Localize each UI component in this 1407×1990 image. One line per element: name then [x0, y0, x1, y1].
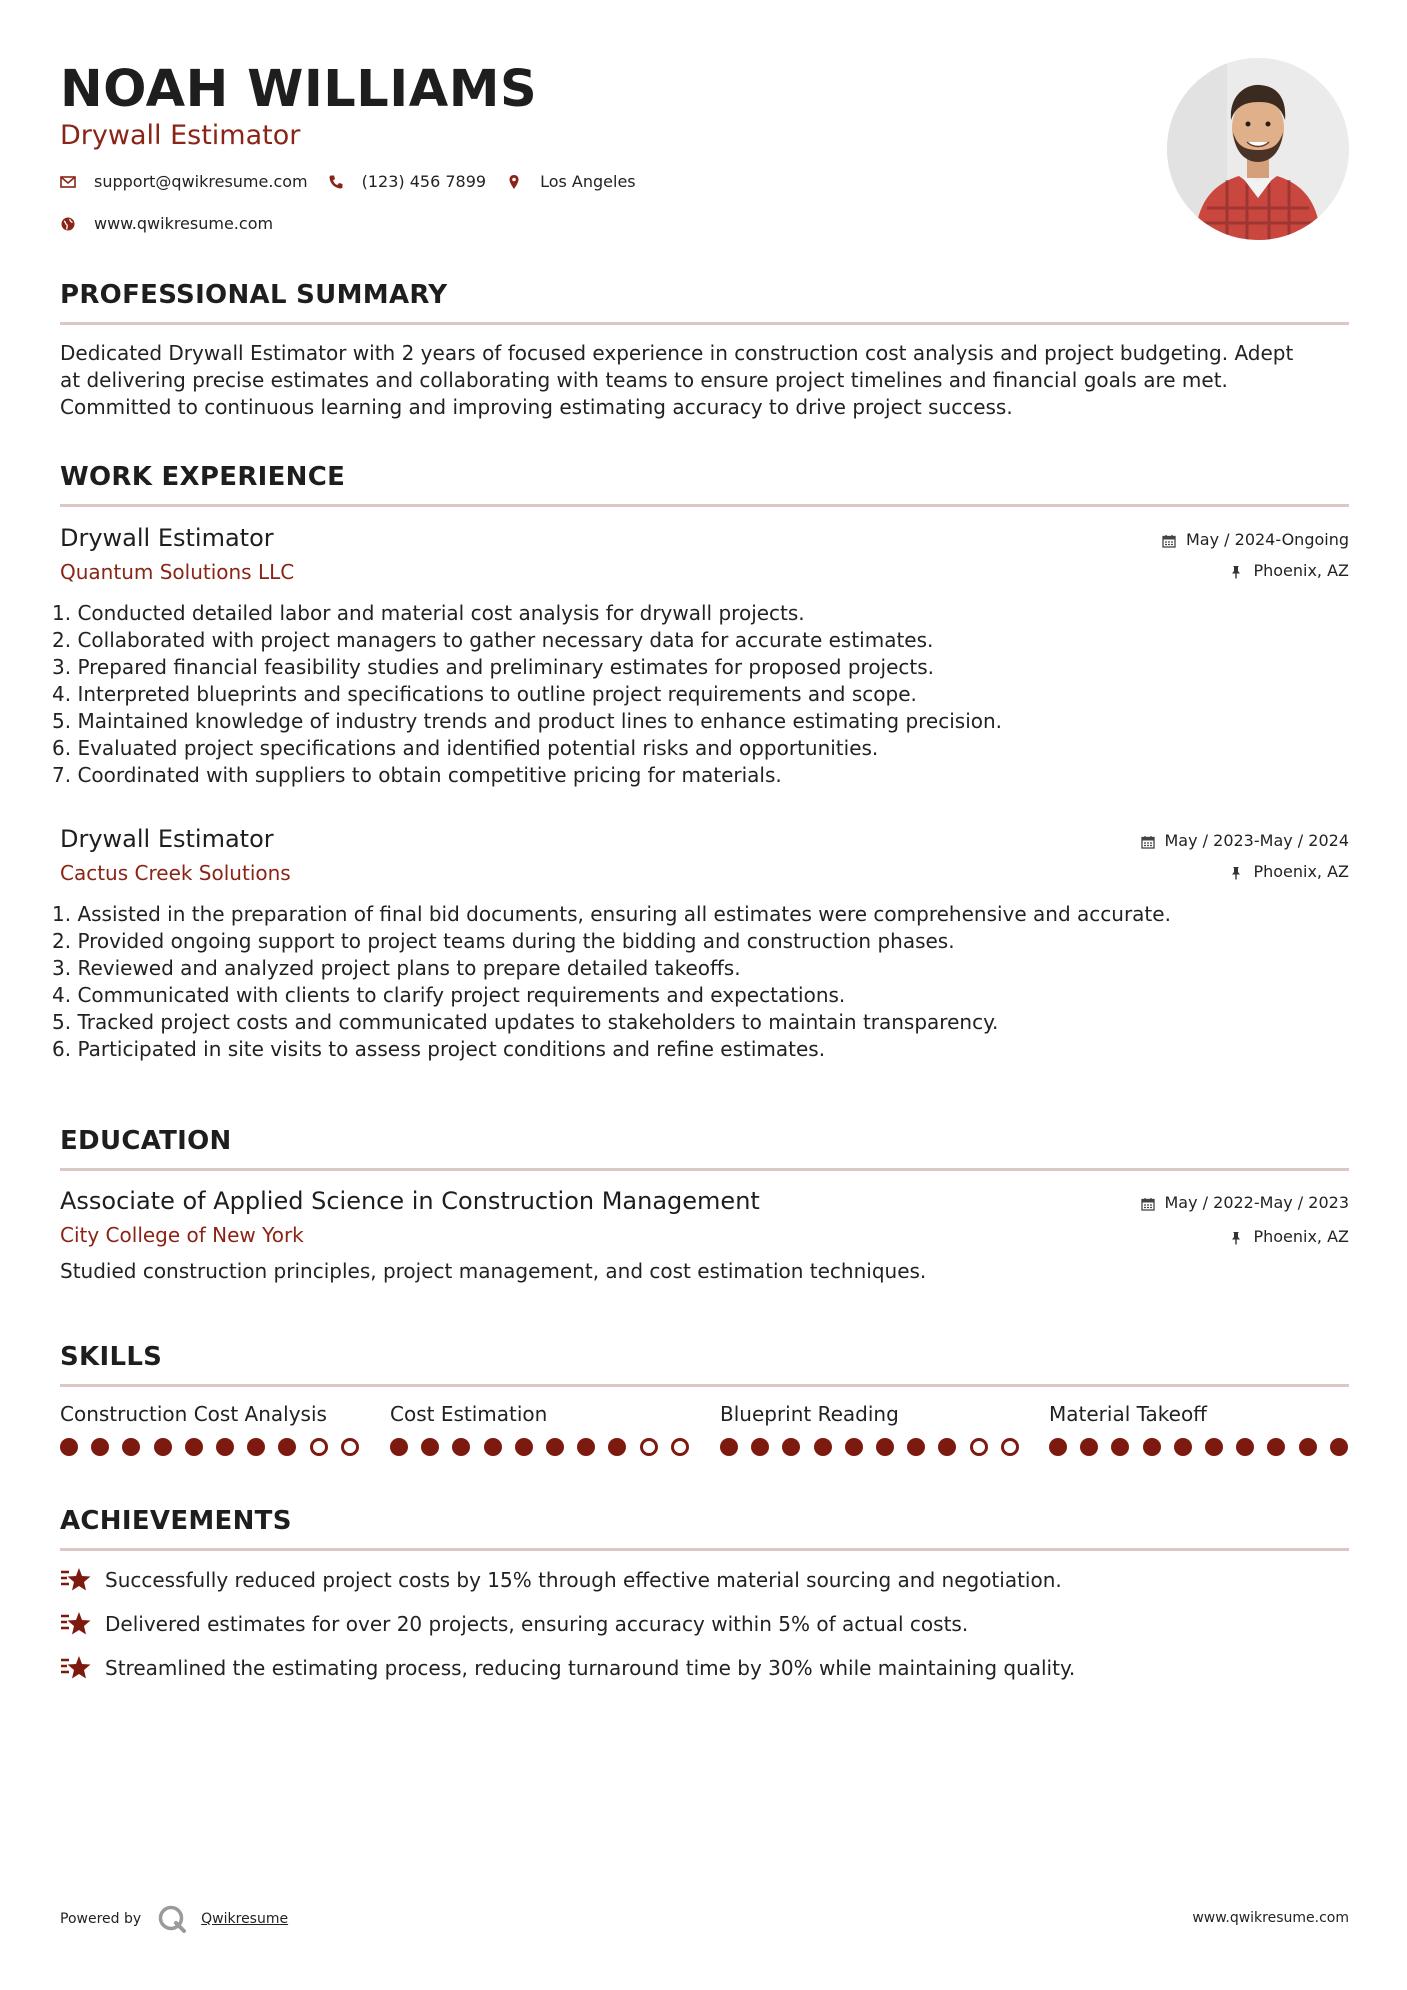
star-icon	[60, 1610, 92, 1638]
section-divider	[60, 1168, 1349, 1171]
achievements-title: ACHIEVEMENTS	[60, 1506, 292, 1536]
rating-dot-filled	[1143, 1438, 1161, 1456]
section-divider	[60, 1548, 1349, 1551]
job-location-text: Phoenix, AZ	[1253, 561, 1349, 580]
job-location-text: Phoenix, AZ	[1253, 862, 1349, 881]
achievement-item	[60, 1610, 968, 1638]
globe-icon	[60, 216, 76, 232]
powered-by-label: Powered by	[60, 1911, 142, 1927]
pushpin-icon	[1229, 564, 1243, 578]
summary-text	[60, 340, 1349, 421]
job-company: Cactus Creek Solutions	[60, 861, 291, 885]
achievement-text: Successfully reduced project costs by 15% through effective material sourcing and negotiation.	[105, 1568, 1062, 1592]
phone-item[interactable]	[328, 172, 486, 191]
website-item[interactable]	[60, 214, 273, 233]
job-entry	[52, 522, 1349, 792]
school-name: City College of New York	[60, 1223, 304, 1247]
rating-dot-filled	[1267, 1438, 1285, 1456]
envelope-icon	[60, 174, 76, 190]
list-item: 6. Participated in site visits to assess project conditions and refine estimates.	[52, 1037, 826, 1061]
education-date	[1141, 1193, 1350, 1212]
qwikresume-logo-icon	[157, 1904, 187, 1934]
candidate-name: NOAH WILLIAMS	[60, 60, 538, 119]
rating-dot-filled	[814, 1438, 832, 1456]
rating-dot-filled	[876, 1438, 894, 1456]
profile-photo	[1167, 58, 1349, 240]
list-item: 4. Communicated with clients to clarify project requirements and expectations.	[52, 983, 846, 1007]
skill-name: Blueprint Reading	[720, 1402, 899, 1426]
list-item: 3. Reviewed and analyzed project plans to prepare detailed takeoffs.	[52, 956, 741, 980]
job-title: Drywall Estimator	[60, 825, 274, 853]
email-text: support@qwikresume.com	[94, 172, 308, 191]
rating-dot-empty	[1001, 1438, 1019, 1456]
skill-rating	[390, 1438, 690, 1458]
rating-dot-empty	[970, 1438, 988, 1456]
rating-dot-filled	[1299, 1438, 1317, 1456]
summary-line: at delivering precise estimates and collaborating with teams to ensure project timelines and financial goals are met.	[60, 368, 1228, 392]
rating-dot-filled	[390, 1438, 408, 1456]
star-icon	[60, 1654, 92, 1682]
rating-dot-empty	[310, 1438, 328, 1456]
education-location-text: Phoenix, AZ	[1253, 1227, 1349, 1246]
rating-dot-filled	[577, 1438, 595, 1456]
summary-line: Dedicated Drywall Estimator with 2 years of focused experience in construction cost analysis and project budgeting. Adept	[60, 341, 1294, 365]
education-description: Studied construction principles, project management, and cost estimation techniques.	[60, 1259, 927, 1283]
rating-dot-filled	[845, 1438, 863, 1456]
list-item: 2. Collaborated with project managers to gather necessary data for accurate estimates.	[52, 628, 934, 652]
degree-title: Associate of Applied Science in Construction Management	[60, 1187, 760, 1215]
rating-dot-filled	[60, 1438, 78, 1456]
calendar-icon	[1141, 1196, 1155, 1210]
skills-section	[60, 1340, 1349, 1480]
candidate-role: Drywall Estimator	[60, 120, 301, 151]
achievement-item	[60, 1566, 1062, 1594]
skill-rating	[720, 1438, 1020, 1458]
location-text: Los Angeles	[540, 172, 636, 191]
powered-by	[60, 1904, 288, 1934]
job-entry	[52, 823, 1349, 1073]
map-pin-icon	[506, 174, 522, 190]
list-item: 5. Tracked project costs and communicated updates to stakeholders to maintain transparency.	[52, 1010, 999, 1034]
education-location	[1229, 1227, 1349, 1246]
rating-dot-empty	[640, 1438, 658, 1456]
achievement-item	[60, 1654, 1075, 1682]
list-item: 2. Provided ongoing support to project teams during the bidding and construction phases.	[52, 929, 955, 953]
pushpin-icon	[1229, 865, 1243, 879]
achievement-text: Streamlined the estimating process, reducing turnaround time by 30% while maintaining quality.	[105, 1656, 1076, 1680]
list-item: 3. Prepared financial feasibility studies and preliminary estimates for proposed projects.	[52, 655, 935, 679]
skills-title: SKILLS	[60, 1342, 163, 1372]
job-title: Drywall Estimator	[60, 524, 274, 552]
rating-dot-filled	[185, 1438, 203, 1456]
header	[60, 0, 1349, 240]
job-bullets	[52, 901, 1171, 1063]
job-location	[1229, 561, 1349, 580]
section-divider	[60, 322, 1349, 325]
email-item[interactable]	[60, 172, 308, 191]
job-date	[1141, 831, 1350, 850]
list-item: 6. Evaluated project specifications and identified potential risks and opportunities.	[52, 736, 879, 760]
location-item	[506, 172, 636, 191]
contact-row-website	[60, 214, 293, 233]
skill-item	[60, 1400, 360, 1428]
skill-name: Cost Estimation	[390, 1402, 548, 1426]
list-item: 1. Assisted in the preparation of final bid documents, ensuring all estimates were comprehensive and accurate.	[52, 902, 1171, 926]
summary-title: PROFESSIONAL SUMMARY	[60, 280, 448, 310]
rating-dot-filled	[751, 1438, 769, 1456]
achievements-section	[60, 1504, 1349, 1551]
skill-item	[1049, 1400, 1349, 1428]
footer-url[interactable]: www.qwikresume.com	[1192, 1910, 1349, 1926]
calendar-icon	[1141, 834, 1155, 848]
education-section	[60, 1124, 1349, 1171]
section-divider	[60, 504, 1349, 507]
rating-dot-filled	[216, 1438, 234, 1456]
rating-dot-filled	[484, 1438, 502, 1456]
rating-dot-empty	[671, 1438, 689, 1456]
rating-dot-filled	[720, 1438, 738, 1456]
list-item: 5. Maintained knowledge of industry trends and product lines to enhance estimating precision.	[52, 709, 1003, 733]
achievement-text: Delivered estimates for over 20 projects, ensuring accuracy within 5% of actual costs.	[105, 1612, 969, 1636]
skill-name: Material Takeoff	[1049, 1402, 1207, 1426]
rating-dot-filled	[421, 1438, 439, 1456]
skill-rating	[60, 1438, 360, 1458]
rating-dot-filled	[546, 1438, 564, 1456]
skill-rating	[1049, 1438, 1349, 1458]
contact-row	[60, 172, 656, 191]
phone-icon	[328, 174, 344, 190]
skill-name: Construction Cost Analysis	[60, 1402, 327, 1426]
rating-dot-filled	[1236, 1438, 1254, 1456]
rating-dot-filled	[907, 1438, 925, 1456]
job-location	[1229, 862, 1349, 881]
job-date	[1162, 530, 1349, 549]
rating-dot-filled	[452, 1438, 470, 1456]
list-item: 1. Conducted detailed labor and material cost analysis for drywall projects.	[52, 601, 805, 625]
rating-dot-filled	[1174, 1438, 1192, 1456]
rating-dot-empty	[341, 1438, 359, 1456]
rating-dot-filled	[1330, 1438, 1348, 1456]
list-item: 7. Coordinated with suppliers to obtain competitive pricing for materials.	[52, 763, 782, 787]
skill-item	[390, 1400, 690, 1428]
rating-dot-filled	[278, 1438, 296, 1456]
list-item: 4. Interpreted blueprints and specifications to outline project requirements and scope.	[52, 682, 917, 706]
rating-dot-filled	[938, 1438, 956, 1456]
education-title: EDUCATION	[60, 1126, 232, 1156]
star-icon	[60, 1566, 92, 1594]
experience-section	[60, 460, 1349, 507]
education-date-text: May / 2022-May / 2023	[1164, 1193, 1349, 1212]
experience-title: WORK EXPERIENCE	[60, 462, 346, 492]
summary-section	[60, 278, 1349, 421]
resume-page	[52, 0, 1349, 1990]
website-text: www.qwikresume.com	[94, 214, 274, 233]
rating-dot-filled	[608, 1438, 626, 1456]
skills-list	[60, 1400, 1349, 1470]
footer	[60, 1900, 1349, 1940]
rating-dot-filled	[782, 1438, 800, 1456]
rating-dot-filled	[91, 1438, 109, 1456]
pushpin-icon	[1229, 1230, 1243, 1244]
skill-item	[720, 1400, 1020, 1428]
calendar-icon	[1162, 533, 1176, 547]
job-bullets	[52, 600, 1002, 789]
brand-link[interactable]: Qwikresume	[201, 1911, 289, 1927]
job-date-text: May / 2024-Ongoing	[1186, 530, 1349, 549]
section-divider	[60, 1384, 1349, 1387]
job-date-text: May / 2023-May / 2024	[1164, 831, 1349, 850]
rating-dot-filled	[1205, 1438, 1223, 1456]
rating-dot-filled	[122, 1438, 140, 1456]
rating-dot-filled	[1111, 1438, 1129, 1456]
phone-text: (123) 456 7899	[361, 172, 487, 191]
rating-dot-filled	[154, 1438, 172, 1456]
summary-line: Committed to continuous learning and improving estimating accuracy to drive project success.	[60, 395, 1013, 419]
rating-dot-filled	[1080, 1438, 1098, 1456]
education-entry	[60, 1185, 1349, 1295]
rating-dot-filled	[1049, 1438, 1067, 1456]
rating-dot-filled	[247, 1438, 265, 1456]
job-company: Quantum Solutions LLC	[60, 560, 295, 584]
rating-dot-filled	[515, 1438, 533, 1456]
